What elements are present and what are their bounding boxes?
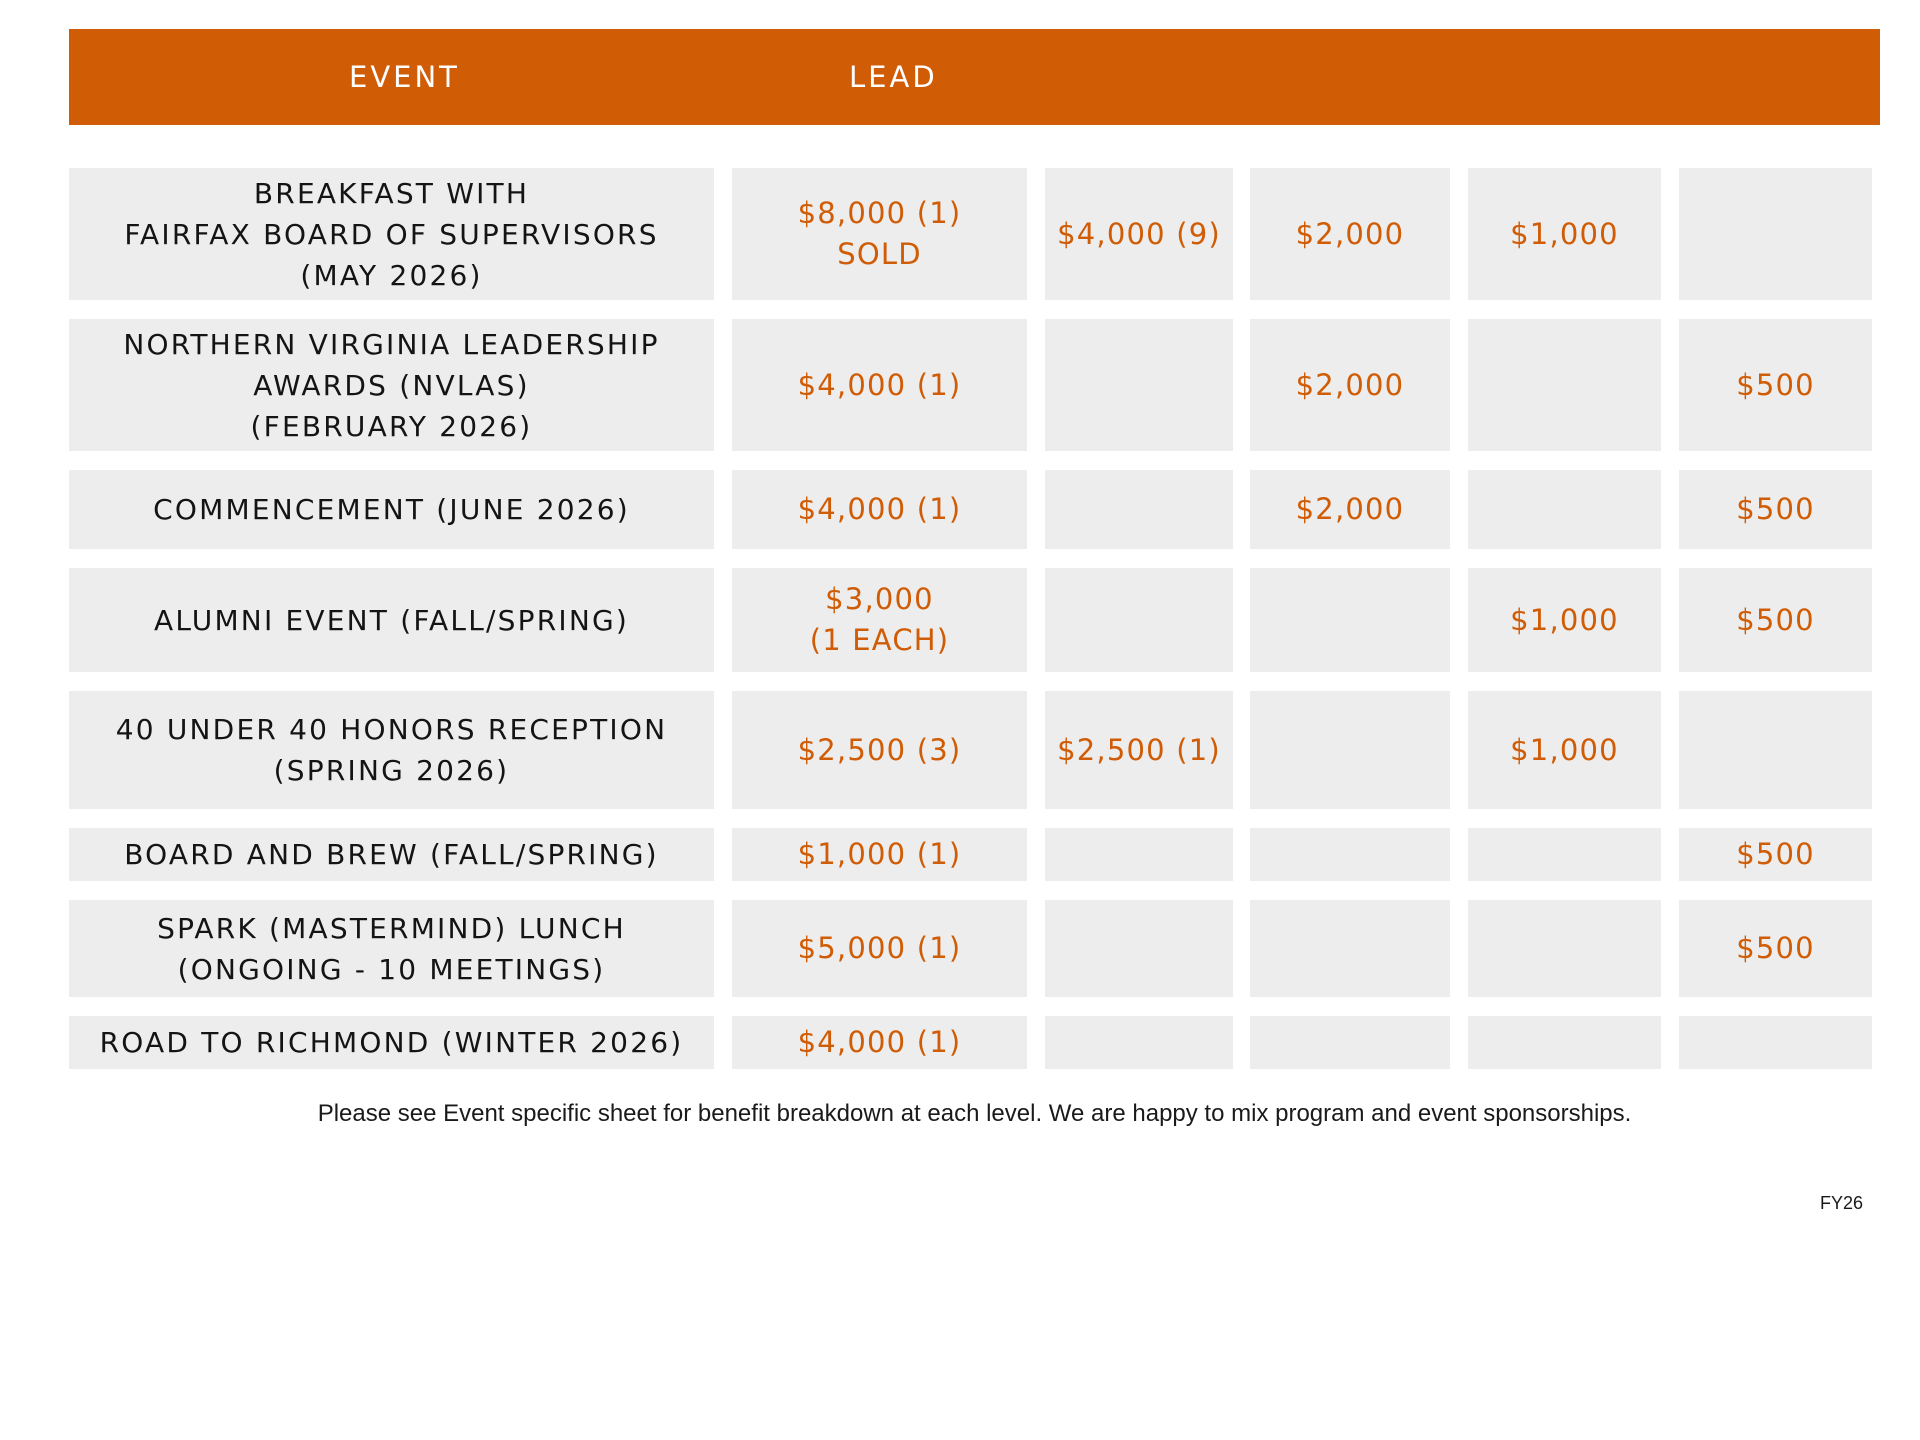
sponsorship-level-cell: $4,000 (9) bbox=[1045, 168, 1233, 300]
sponsorship-level-cell: $2,000 bbox=[1250, 470, 1450, 549]
sponsorship-level-cell bbox=[1468, 1016, 1661, 1069]
event-name-cell: ALUMNI EVENT (FALL/SPRING) bbox=[69, 568, 714, 672]
sponsorship-level-cell: $500 bbox=[1679, 470, 1872, 549]
event-name-cell: SPARK (MASTERMIND) LUNCH (ONGOING - 10 MEETINGS) bbox=[69, 900, 714, 997]
header-lead-label: LEAD bbox=[849, 60, 938, 94]
event-name-cell: BOARD AND BREW (FALL/SPRING) bbox=[69, 828, 714, 881]
sponsorship-level-cell bbox=[1679, 1016, 1872, 1069]
sponsorship-level-cell: $2,000 bbox=[1250, 319, 1450, 451]
event-name-cell: ROAD TO RICHMOND (WINTER 2026) bbox=[69, 1016, 714, 1069]
sponsorship-level-cell: $1,000 bbox=[1468, 568, 1661, 672]
footnote: Please see Event specific sheet for benefit breakdown at each level. We are happy to mix program and event sponsorships. bbox=[317, 1100, 1632, 1127]
sponsorship-level-cell bbox=[1250, 691, 1450, 809]
sponsorship-level-cell: $5,000 (1) bbox=[732, 900, 1027, 997]
fiscal-year-label: FY26 bbox=[1819, 1193, 1863, 1213]
event-name-cell: BREAKFAST WITH FAIRFAX BOARD OF SUPERVISORS (MAY 2026) bbox=[69, 168, 714, 300]
sponsorship-level-cell: $500 bbox=[1679, 319, 1872, 451]
sponsorship-level-cell: $2,000 bbox=[1250, 168, 1450, 300]
sponsorship-level-cell bbox=[1468, 319, 1661, 451]
sponsorship-level-cell bbox=[1045, 470, 1233, 549]
sponsorship-level-cell: $4,000 (1) bbox=[732, 1016, 1027, 1069]
sponsorship-level-cell bbox=[1250, 1016, 1450, 1069]
sponsorship-level-cell: $1,000 bbox=[1468, 168, 1661, 300]
sponsorship-level-cell: $500 bbox=[1679, 828, 1872, 881]
sponsorship-level-cell bbox=[1045, 1016, 1233, 1069]
event-name-cell: 40 UNDER 40 HONORS RECEPTION (SPRING 2026) bbox=[69, 691, 714, 809]
sponsorship-level-cell: $2,500 (3) bbox=[732, 691, 1027, 809]
sponsorship-level-cell bbox=[1679, 168, 1872, 300]
header-event-label: EVENT bbox=[349, 60, 460, 94]
sponsorship-level-cell: $1,000 bbox=[1468, 691, 1661, 809]
sponsorship-level-cell: $500 bbox=[1679, 900, 1872, 997]
sponsorship-level-cell bbox=[1468, 470, 1661, 549]
sponsorship-level-cell bbox=[1250, 568, 1450, 672]
sponsorship-level-cell: $4,000 (1) bbox=[732, 470, 1027, 549]
sponsorship-level-cell bbox=[1045, 900, 1233, 997]
sponsorship-level-cell bbox=[1679, 691, 1872, 809]
sponsorship-level-cell: $1,000 (1) bbox=[732, 828, 1027, 881]
sponsorship-level-cell: $500 bbox=[1679, 568, 1872, 672]
sponsorship-level-cell bbox=[1045, 568, 1233, 672]
sponsorship-level-cell: $8,000 (1) SOLD bbox=[732, 168, 1027, 300]
event-name-cell: COMMENCEMENT (JUNE 2026) bbox=[69, 470, 714, 549]
sponsorship-level-cell bbox=[1250, 900, 1450, 997]
sponsorship-level-cell bbox=[1045, 828, 1233, 881]
sponsorship-level-cell: $2,500 (1) bbox=[1045, 691, 1233, 809]
event-name-cell: NORTHERN VIRGINIA LEADERSHIP AWARDS (NVLAS) (FEBRUARY 2026) bbox=[69, 319, 714, 451]
sponsorship-level-cell bbox=[1250, 828, 1450, 881]
sponsorship-level-cell bbox=[1468, 900, 1661, 997]
table-header-bar bbox=[69, 29, 1880, 125]
sponsorship-level-cell bbox=[1045, 319, 1233, 451]
sponsorship-level-cell: $3,000 (1 EACH) bbox=[732, 568, 1027, 672]
sponsorship-level-cell: $4,000 (1) bbox=[732, 319, 1027, 451]
sponsorship-level-cell bbox=[1468, 828, 1661, 881]
